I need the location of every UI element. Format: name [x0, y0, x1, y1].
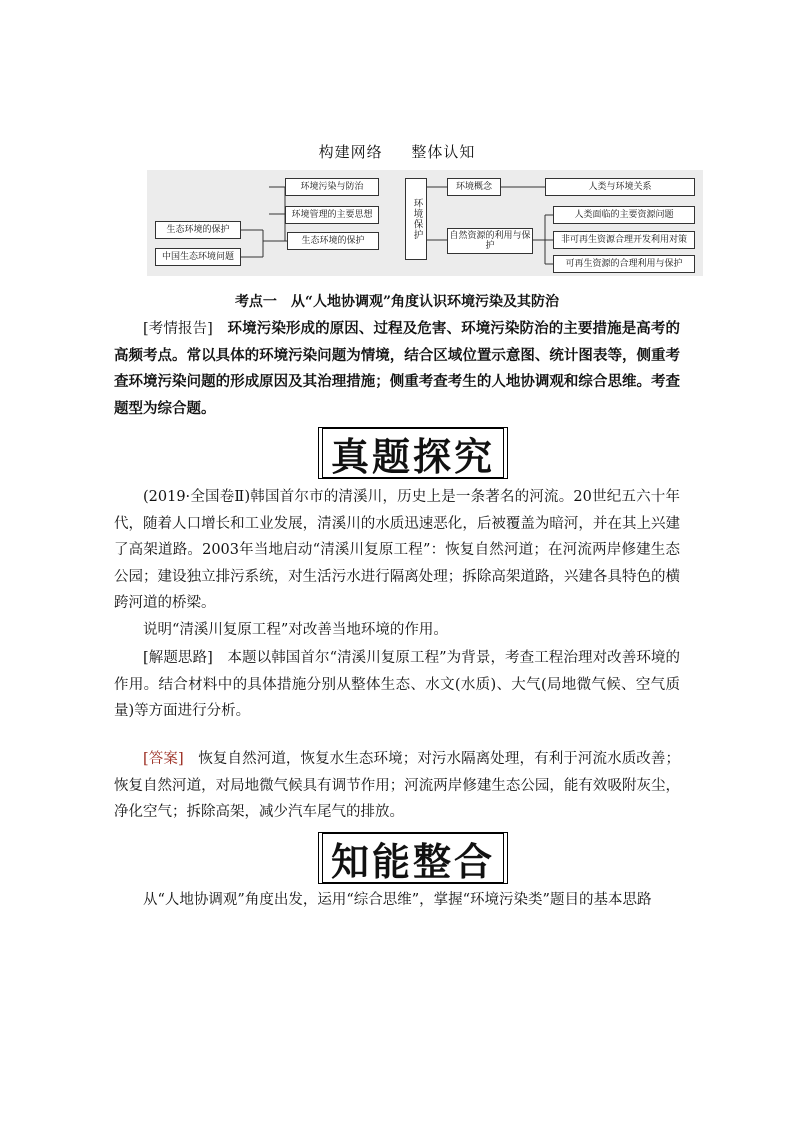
question-ask: 说明“清溪川复原工程”对改善当地环境的作用。 — [143, 622, 448, 638]
node-natural-resources: 自然资源的利用与保护 — [447, 228, 533, 254]
banner-zhenti-text: 真题探究 — [322, 428, 504, 478]
topic-title: 考点一 从“人地协调观”角度认识环境污染及其防治 — [234, 294, 560, 310]
node-human-environment: 人类与环境关系 — [545, 178, 695, 196]
heading-right: 整体认知 — [411, 143, 476, 161]
solution-approach — [114, 645, 680, 725]
question-material: (2019·全国卷Ⅱ)韩国首尔市的清溪川，历史上是一条著名的河流。20世纪五六十年代，随着人口增长和工业发展，清溪川的水质迅速恶化，后被覆盖为暗河，并在其上兴建了高架道路。2003年当地启动“清溪川复原工程”：恢复自然河道；在河流两岸修建生态公园；建设独立排污系统，对生活污水进行隔离处理；拆除高架道路，兴建各具特色的横跨河道的桥梁。 — [114, 489, 680, 611]
node-environment-protection: 环境保护 — [405, 178, 427, 260]
report-tag: [考情报告] — [143, 321, 213, 337]
node-nonrenewable: 非可再生资源合理开发利用对策 — [553, 231, 695, 249]
section-heading — [0, 141, 794, 162]
heading-left: 构建网络 — [318, 143, 383, 161]
node-eco-protection-mid: 生态环境的保护 — [287, 232, 379, 250]
node-eco-protection-left: 生态环境的保护 — [155, 221, 241, 239]
node-resource-problems: 人类面临的主要资源问题 — [553, 206, 695, 224]
node-environment-concept: 环境概念 — [447, 178, 501, 196]
concept-map — [147, 170, 703, 276]
node-china-eco-problems: 中国生态环境问题 — [155, 248, 241, 266]
banner-zhenti — [318, 427, 508, 479]
answer-text: 恢复自然河道，恢复水生态环境；对污水隔离处理，有利于河流水质改善；恢复自然河道，对局地微气候具有调节作用；河流两岸修建生态公园，能有效吸附灰尘，净化空气；拆除高架，减少汽车尾气的排放。 — [114, 751, 681, 820]
node-management-thought: 环境管理的主要思想 — [285, 206, 379, 224]
banner-zhineng — [318, 832, 508, 884]
closing-text: 从“人地协调观”角度出发，运用“综合思维”，掌握“环境污染类”题目的基本思路 — [143, 892, 652, 908]
approach-tag: [解题思路] — [143, 650, 213, 666]
exam-report — [114, 316, 680, 422]
node-pollution-control: 环境污染与防治 — [285, 178, 379, 196]
node-renewable: 可再生资源的合理利用与保护 — [553, 255, 695, 273]
approach-text: 本题以韩国首尔“清溪川复原工程”为背景，考查工程治理对改善环境的作用。结合材料中的具体措施分别从整体生态、水文(水质)、大气(局地微气候、空气质量)等方面进行分析。 — [114, 650, 681, 719]
report-text: 环境污染形成的原因、过程及危害、环境污染防治的主要措施是高考的高频考点。常以具体的环境污染问题为情境，结合区域位置示意图、统计图表等，侧重考查环境污染问题的形成原因及其治理措施；侧重考查考生的人地协调观和综合思维。考查题型为综合题。 — [114, 320, 680, 417]
answer-tag: [答案] — [143, 751, 184, 767]
answer — [114, 746, 680, 826]
banner-zhineng-text: 知能整合 — [322, 833, 504, 883]
